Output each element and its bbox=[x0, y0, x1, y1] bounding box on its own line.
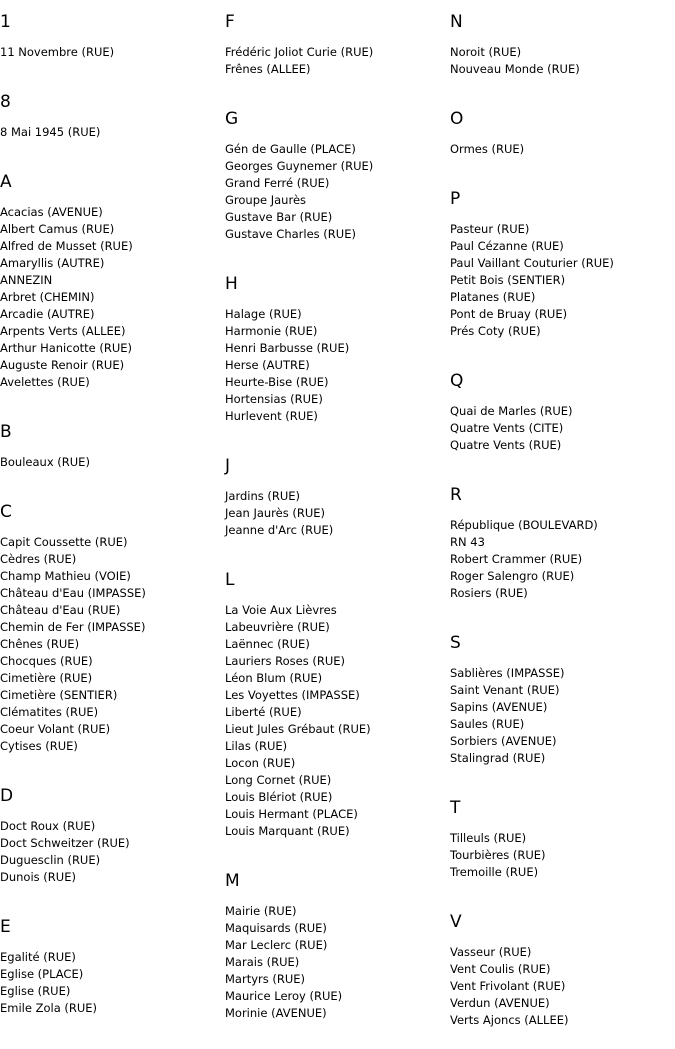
street-link[interactable]: Cimetière (SENTIER) bbox=[0, 688, 118, 702]
street-link[interactable]: Acacias (AVENUE) bbox=[0, 205, 103, 219]
street-link[interactable]: Rosiers (RUE) bbox=[450, 586, 528, 600]
letter-section bbox=[0, 917, 225, 1037]
street-link[interactable]: Egalité (RUE) bbox=[0, 950, 76, 964]
street-link[interactable]: République (BOULEVARD) bbox=[450, 518, 598, 532]
street-link[interactable]: Arthur Hanicotte (RUE) bbox=[0, 341, 132, 355]
section-spacer bbox=[450, 1029, 675, 1049]
street-index-column-1 bbox=[0, 0, 225, 1037]
letter-section bbox=[225, 12, 450, 98]
street-link[interactable]: Clématites (RUE) bbox=[0, 705, 99, 719]
letter-heading: R bbox=[450, 485, 462, 505]
section-spacer bbox=[0, 886, 225, 906]
street-list bbox=[225, 141, 450, 243]
section-spacer bbox=[450, 881, 675, 901]
street-list bbox=[225, 306, 450, 425]
street-link[interactable]: Chemin de Fer (IMPASSE) bbox=[0, 620, 146, 634]
street-link[interactable]: Les Voyettes (IMPASSE) bbox=[225, 688, 360, 702]
section-spacer bbox=[225, 840, 450, 860]
street-link[interactable]: Emile Zola (RUE) bbox=[0, 1001, 98, 1015]
street-link[interactable]: Coeur Volant (RUE) bbox=[0, 722, 111, 736]
street-list bbox=[450, 141, 675, 158]
street-link[interactable]: Heurte-Bise (RUE) bbox=[225, 375, 329, 389]
street-link[interactable]: Doct Roux (RUE) bbox=[0, 819, 96, 833]
letter-heading: J bbox=[225, 456, 231, 476]
street-list bbox=[0, 44, 225, 61]
letter-section bbox=[0, 172, 225, 411]
street-list bbox=[0, 949, 225, 1017]
letter-heading: A bbox=[0, 172, 12, 192]
letter-section bbox=[0, 422, 225, 491]
street-link[interactable]: Dunois (RUE) bbox=[0, 870, 76, 884]
street-link[interactable]: Gustave Bar (RUE) bbox=[225, 210, 333, 224]
street-link[interactable]: Auguste Renoir (RUE) bbox=[0, 358, 125, 372]
street-link[interactable]: Alfred de Musset (RUE) bbox=[0, 239, 133, 253]
street-link[interactable]: Gén de Gaulle (PLACE) bbox=[225, 142, 356, 156]
street-link[interactable]: Château d'Eau (IMPASSE) bbox=[0, 586, 146, 600]
street-link[interactable]: Pasteur (RUE) bbox=[450, 222, 530, 236]
letter-heading: G bbox=[225, 109, 239, 129]
section-spacer bbox=[0, 141, 225, 161]
section-spacer bbox=[0, 755, 225, 775]
street-link[interactable]: Gustave Charles (RUE) bbox=[225, 227, 356, 241]
street-link[interactable]: Cèdres (RUE) bbox=[0, 552, 77, 566]
street-link[interactable]: Louis Blériot (RUE) bbox=[225, 790, 333, 804]
street-list bbox=[450, 517, 675, 602]
street-link[interactable]: Quatre Vents (CITE) bbox=[450, 421, 564, 435]
letter-heading: E bbox=[0, 917, 11, 937]
street-link[interactable]: 8 Mai 1945 (RUE) bbox=[0, 125, 101, 139]
street-link[interactable]: Platanes (RUE) bbox=[450, 290, 536, 304]
street-link[interactable]: Léon Blum (RUE) bbox=[225, 671, 323, 685]
street-list bbox=[0, 124, 225, 141]
street-link[interactable]: Paul Vaillant Couturier (RUE) bbox=[450, 256, 614, 270]
street-link[interactable]: Louis Hermant (PLACE) bbox=[225, 807, 358, 821]
street-link[interactable]: Mairie (RUE) bbox=[225, 904, 297, 918]
letter-heading: V bbox=[450, 912, 462, 932]
letter-section bbox=[450, 912, 675, 1049]
section-spacer bbox=[450, 340, 675, 360]
section-spacer bbox=[450, 602, 675, 622]
street-link[interactable]: Groupe Jaurès bbox=[225, 193, 307, 207]
street-link[interactable]: Maquisards (RUE) bbox=[225, 921, 327, 935]
street-link[interactable]: Lilas (RUE) bbox=[225, 739, 288, 753]
street-link[interactable]: Chocques (RUE) bbox=[0, 654, 93, 668]
street-link[interactable]: Noroit (RUE) bbox=[450, 45, 522, 59]
street-link[interactable]: Paul Cézanne (RUE) bbox=[450, 239, 564, 253]
street-link[interactable]: Liberté (RUE) bbox=[225, 705, 302, 719]
street-list bbox=[225, 602, 450, 840]
street-link[interactable]: Eglise (PLACE) bbox=[0, 967, 84, 981]
street-list bbox=[450, 44, 675, 78]
street-list bbox=[0, 818, 225, 886]
street-link[interactable]: Jean Jaurès (RUE) bbox=[225, 506, 326, 520]
letter-heading: S bbox=[450, 633, 461, 653]
section-spacer bbox=[450, 454, 675, 474]
street-link[interactable]: Lieut Jules Grébaut (RUE) bbox=[225, 722, 371, 736]
letter-heading: C bbox=[0, 502, 12, 522]
street-index-column-3 bbox=[450, 0, 675, 1049]
street-link[interactable]: Albert Camus (RUE) bbox=[0, 222, 115, 236]
street-link[interactable]: Morinie (AVENUE) bbox=[225, 1006, 327, 1020]
street-link[interactable]: Amaryllis (AUTRE) bbox=[0, 256, 105, 270]
street-link[interactable]: Verdun (AVENUE) bbox=[450, 996, 550, 1010]
letter-section bbox=[225, 871, 450, 1042]
street-link[interactable]: La Voie Aux Lièvres bbox=[225, 603, 337, 617]
letter-section bbox=[450, 12, 675, 98]
street-link[interactable]: Eglise (RUE) bbox=[0, 984, 71, 998]
street-link[interactable]: Louis Marquant (RUE) bbox=[225, 824, 350, 838]
street-link[interactable]: Saint Venant (RUE) bbox=[450, 683, 560, 697]
street-link[interactable]: Tremoille (RUE) bbox=[450, 865, 539, 879]
letter-section bbox=[450, 109, 675, 178]
letter-heading: H bbox=[225, 274, 238, 294]
street-link[interactable]: Tourbières (RUE) bbox=[450, 848, 546, 862]
letter-section bbox=[450, 798, 675, 901]
street-link[interactable]: Frênes (ALLEE) bbox=[225, 62, 311, 76]
section-spacer bbox=[0, 61, 225, 81]
letter-section bbox=[225, 570, 450, 860]
street-link[interactable]: Sablières (IMPASSE) bbox=[450, 666, 565, 680]
letter-heading: B bbox=[0, 422, 12, 442]
street-link[interactable]: Petit Bois (SENTIER) bbox=[450, 273, 566, 287]
letter-section bbox=[0, 12, 225, 81]
street-link[interactable]: Harmonie (RUE) bbox=[225, 324, 318, 338]
street-link[interactable]: Nouveau Monde (RUE) bbox=[450, 62, 580, 76]
street-index-column-2 bbox=[225, 0, 450, 1042]
section-spacer bbox=[225, 1022, 450, 1042]
street-link[interactable]: Duguesclin (RUE) bbox=[0, 853, 101, 867]
street-link[interactable]: Georges Guynemer (RUE) bbox=[225, 159, 374, 173]
section-spacer bbox=[0, 471, 225, 491]
street-link[interactable]: RN 43 bbox=[450, 535, 485, 549]
street-link[interactable]: Robert Crammer (RUE) bbox=[450, 552, 583, 566]
street-list bbox=[225, 903, 450, 1022]
street-link[interactable]: Bouleaux (RUE) bbox=[0, 455, 90, 469]
letter-heading: P bbox=[450, 189, 461, 209]
street-link[interactable]: Verts Ajoncs (ALLEE) bbox=[450, 1013, 569, 1027]
letter-section bbox=[450, 485, 675, 622]
street-link[interactable]: Arcadie (AUTRE) bbox=[0, 307, 95, 321]
street-link[interactable]: Maurice Leroy (RUE) bbox=[225, 989, 343, 1003]
letter-heading: L bbox=[225, 570, 235, 590]
street-link[interactable]: Vent Frivolant (RUE) bbox=[450, 979, 566, 993]
street-link[interactable]: ANNEZIN bbox=[0, 273, 53, 287]
section-spacer bbox=[450, 767, 675, 787]
street-link[interactable]: Prés Coty (RUE) bbox=[450, 324, 541, 338]
section-spacer bbox=[225, 243, 450, 263]
street-link[interactable]: Arpents Verts (ALLEE) bbox=[0, 324, 126, 338]
street-link[interactable]: Stalingrad (RUE) bbox=[450, 751, 546, 765]
letter-section bbox=[450, 633, 675, 787]
street-link[interactable]: Martyrs (RUE) bbox=[225, 972, 306, 986]
letter-section bbox=[450, 189, 675, 360]
street-link[interactable]: Ormes (RUE) bbox=[450, 142, 525, 156]
street-link[interactable]: Hurlevent (RUE) bbox=[225, 409, 318, 423]
letter-heading: D bbox=[0, 786, 14, 806]
street-list bbox=[450, 830, 675, 881]
street-list bbox=[225, 488, 450, 539]
letter-section bbox=[225, 456, 450, 559]
street-list bbox=[450, 221, 675, 340]
letter-section bbox=[225, 109, 450, 263]
street-link[interactable]: Quai de Marles (RUE) bbox=[450, 404, 573, 418]
section-spacer bbox=[0, 391, 225, 411]
street-link[interactable]: Mar Leclerc (RUE) bbox=[225, 938, 328, 952]
street-link[interactable]: Avelettes (RUE) bbox=[0, 375, 90, 389]
street-link[interactable]: Halage (RUE) bbox=[225, 307, 302, 321]
letter-section bbox=[225, 274, 450, 445]
street-link[interactable]: Tilleuls (RUE) bbox=[450, 831, 527, 845]
street-link[interactable]: Cytises (RUE) bbox=[0, 739, 78, 753]
street-link[interactable]: Roger Salengro (RUE) bbox=[450, 569, 575, 583]
street-link[interactable]: Henri Barbusse (RUE) bbox=[225, 341, 350, 355]
street-list bbox=[450, 944, 675, 1029]
street-link[interactable]: Herse (AUTRE) bbox=[225, 358, 310, 372]
street-list bbox=[0, 204, 225, 391]
street-link[interactable]: Champ Mathieu (VOIE) bbox=[0, 569, 131, 583]
letter-section bbox=[0, 92, 225, 161]
street-link[interactable]: Capit Coussette (RUE) bbox=[0, 535, 128, 549]
letter-heading: 1 bbox=[0, 12, 11, 32]
street-link[interactable]: Saules (RUE) bbox=[450, 717, 525, 731]
letter-heading: 8 bbox=[0, 92, 11, 112]
street-link[interactable]: Vent Coulis (RUE) bbox=[450, 962, 551, 976]
street-link[interactable]: Chênes (RUE) bbox=[0, 637, 80, 651]
letter-heading: M bbox=[225, 871, 240, 891]
street-list bbox=[0, 454, 225, 471]
street-link[interactable]: Jeanne d'Arc (RUE) bbox=[225, 523, 334, 537]
street-link[interactable]: Laënnec (RUE) bbox=[225, 637, 310, 651]
letter-heading: N bbox=[450, 12, 463, 32]
street-link[interactable]: Arbret (CHEMIN) bbox=[0, 290, 95, 304]
street-list bbox=[225, 44, 450, 78]
letter-heading: Q bbox=[450, 371, 464, 391]
street-link[interactable]: Marais (RUE) bbox=[225, 955, 300, 969]
street-link[interactable]: Long Cornet (RUE) bbox=[225, 773, 332, 787]
street-link[interactable]: Doct Schweitzer (RUE) bbox=[0, 836, 130, 850]
letter-section bbox=[450, 371, 675, 474]
street-link[interactable]: 11 Novembre (RUE) bbox=[0, 45, 115, 59]
section-spacer bbox=[0, 1017, 225, 1037]
letter-section bbox=[0, 502, 225, 775]
street-link[interactable]: Sapins (AVENUE) bbox=[450, 700, 548, 714]
section-spacer bbox=[225, 78, 450, 98]
street-list bbox=[450, 665, 675, 767]
street-link[interactable]: Vasseur (RUE) bbox=[450, 945, 532, 959]
street-link[interactable]: Lauriers Roses (RUE) bbox=[225, 654, 345, 668]
section-spacer bbox=[450, 78, 675, 98]
street-link[interactable]: Locon (RUE) bbox=[225, 756, 296, 770]
street-link[interactable]: Labeuvrière (RUE) bbox=[225, 620, 330, 634]
street-link[interactable]: Frédéric Joliot Curie (RUE) bbox=[225, 45, 374, 59]
section-spacer bbox=[225, 425, 450, 445]
street-link[interactable]: Grand Ferré (RUE) bbox=[225, 176, 330, 190]
street-link[interactable]: Cimetière (RUE) bbox=[0, 671, 93, 685]
street-list bbox=[450, 403, 675, 454]
section-spacer bbox=[450, 158, 675, 178]
letter-heading: O bbox=[450, 109, 464, 129]
street-link[interactable]: Jardins (RUE) bbox=[225, 489, 301, 503]
street-link[interactable]: Pont de Bruay (RUE) bbox=[450, 307, 568, 321]
street-link[interactable]: Sorbiers (AVENUE) bbox=[450, 734, 557, 748]
street-list bbox=[0, 534, 225, 755]
letter-section bbox=[0, 786, 225, 906]
letter-heading: F bbox=[225, 12, 235, 32]
street-link[interactable]: Hortensias (RUE) bbox=[225, 392, 323, 406]
street-link[interactable]: Château d'Eau (RUE) bbox=[0, 603, 121, 617]
street-link[interactable]: Quatre Vents (RUE) bbox=[450, 438, 562, 452]
section-spacer bbox=[225, 539, 450, 559]
letter-heading: T bbox=[450, 798, 461, 818]
